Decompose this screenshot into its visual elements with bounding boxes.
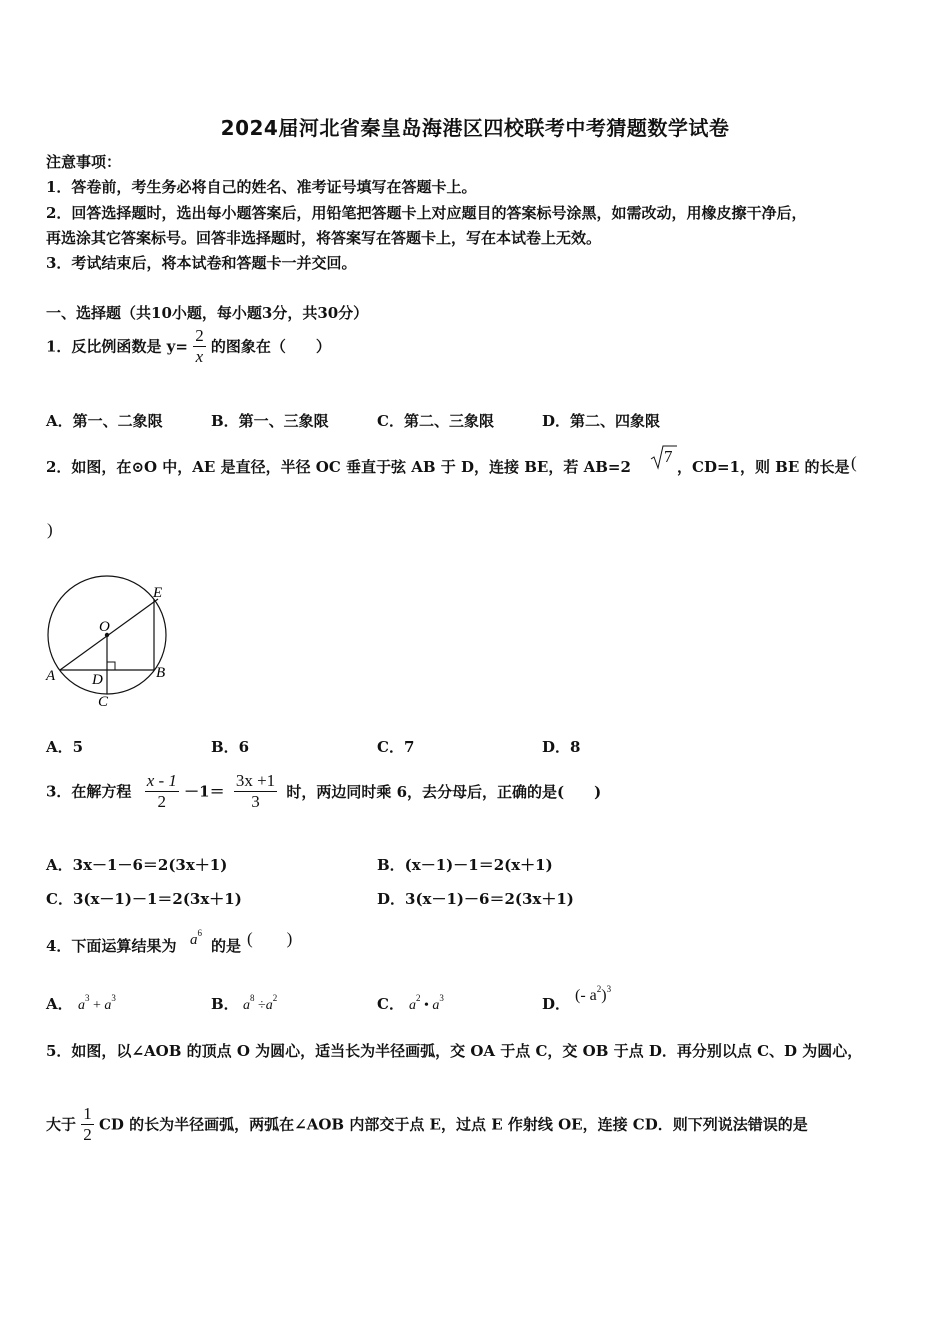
option-b: B．第一、三象限 xyxy=(211,412,329,430)
power-expression xyxy=(190,928,202,949)
operator: ÷ xyxy=(254,998,266,1013)
power-exponent: 6 xyxy=(197,928,202,938)
fraction xyxy=(81,1104,94,1145)
question-3-middle: －1＝ xyxy=(184,782,225,801)
operator: + xyxy=(89,998,105,1013)
option-c: C．第二、三象限 xyxy=(377,412,494,430)
notice-item: 2．回答选择题时，选出每小题答案后，用铅笔把答题卡上对应题目的答案标号涂黑，如需改动，用橡皮擦干净后， xyxy=(46,204,807,222)
sqrt-expression xyxy=(650,443,678,475)
operator: • xyxy=(420,998,433,1013)
fraction-numerator: 1 xyxy=(83,1104,92,1123)
close-paren: ) xyxy=(601,987,607,1004)
option-a: A．5 xyxy=(46,738,84,756)
right-angle-mark xyxy=(107,662,115,670)
exponent: 2 xyxy=(416,993,421,1003)
option-c: C．3(x－1)－1＝2(3x＋1) xyxy=(46,890,242,908)
option-d-label: D． xyxy=(542,995,571,1013)
option-d: D．第二、四象限 xyxy=(542,412,661,430)
option-c: C．7 xyxy=(377,738,415,756)
term: a xyxy=(265,998,273,1013)
exponent: 2 xyxy=(272,993,278,1003)
fraction-denominator: 2 xyxy=(83,1125,92,1144)
exponent: 2 xyxy=(596,984,602,994)
fraction-denominator: 2 xyxy=(157,792,167,811)
sqrt-value: 7 xyxy=(664,447,673,466)
notice-heading: 注意事项： xyxy=(46,153,122,171)
question-1-prefix: 1．反比例函数是 y= xyxy=(46,337,188,356)
question-4-prefix: 4．下面运算结果为 xyxy=(46,937,177,955)
label-e: E xyxy=(153,585,163,601)
fraction-denominator: 3 xyxy=(251,792,260,811)
label-o: O xyxy=(99,619,110,635)
question-1-suffix: 的图象在（ ） xyxy=(210,337,331,356)
label-a: A xyxy=(46,668,56,684)
question-5-suffix: CD 的长为半径画弧，两弧在∠AOB 内部交于点 E，过点 E 作射线 OE，连接 CD．则下列说法错误的是 xyxy=(98,1115,808,1134)
fraction xyxy=(234,771,277,812)
circle-figure xyxy=(36,570,176,715)
fraction-numerator: 2 xyxy=(195,326,204,345)
term: a xyxy=(78,998,85,1013)
question-2-prefix: 2．如图，在⊙O 中，AE 是直径，半径 OC 垂直于弦 AB 于 D，连接 BE，若 AB=2 xyxy=(46,458,631,476)
label-d: D xyxy=(92,672,103,688)
fraction-numerator: x - 1 xyxy=(146,771,177,790)
option-d: D．8 xyxy=(542,738,581,756)
fraction xyxy=(193,326,206,367)
term: a xyxy=(243,998,250,1013)
exponent: 3 xyxy=(606,984,612,994)
option-b: B．(x－1)－1＝2(x＋1) xyxy=(377,856,553,874)
option-b-label: B． xyxy=(211,995,239,1013)
answer-paren: ( ) xyxy=(247,929,293,948)
notice-item: 1．答卷前，考生务必将自己的姓名、准考证号填写在答题卡上。 xyxy=(46,178,477,196)
fraction-denominator: x xyxy=(195,347,204,366)
fraction xyxy=(145,771,179,812)
question-5-line1: 5．如图，以∠AOB 的顶点 O 为圆心，适当长为半径画弧，交 OA 于点 C，交 OB 于点 D．再分别以点 C、D 为圆心， xyxy=(46,1042,863,1060)
option-a: A．3x－1－6＝2(3x＋1) xyxy=(46,856,228,874)
option-a-expression xyxy=(78,993,116,1014)
option-c-expression xyxy=(409,993,444,1014)
term: a xyxy=(104,998,112,1013)
section-heading: 一、选择题（共10小题，每小题3分，共30分） xyxy=(46,304,369,322)
fraction-numerator: 3x +1 xyxy=(235,771,276,790)
exponent: 3 xyxy=(439,993,444,1003)
page-title: 2024届河北省秦皇岛海港区四校联考中考猜题数学试卷 xyxy=(220,116,730,140)
option-d: D．3(x－1)－6＝2(3x＋1) xyxy=(377,890,574,908)
exponent: 3 xyxy=(85,993,90,1003)
notice-item: 再选涂其它答案标号。回答非选择题时，将答案写在答题卡上，写在本试卷上无效。 xyxy=(46,229,602,247)
option-c-label: C． xyxy=(377,995,404,1013)
term: a xyxy=(409,998,416,1013)
label-b: B xyxy=(156,665,166,681)
option-b-expression xyxy=(243,993,277,1014)
option-a: A．第一、二象限 xyxy=(46,412,163,430)
option-a-label: A． xyxy=(46,995,73,1013)
exponent: 8 xyxy=(250,993,255,1003)
question-2-suffix: ，CD=1，则 BE 的长是 xyxy=(677,458,850,476)
power-base: a xyxy=(190,932,198,948)
question-5-line2 xyxy=(46,1104,808,1145)
option-b: B．6 xyxy=(211,738,250,756)
label-c: C xyxy=(98,694,109,710)
term: a xyxy=(432,998,440,1013)
term: (- a xyxy=(575,987,597,1004)
option-d-expression xyxy=(575,984,611,1005)
close-paren: ) xyxy=(47,520,53,539)
question-3-suffix: 时，两边同时乘 6，去分母后，正确的是( ) xyxy=(286,782,602,801)
open-paren: ( xyxy=(851,453,857,472)
exponent: 3 xyxy=(111,993,116,1003)
question-3-prefix: 3．在解方程 xyxy=(46,782,132,801)
question-3 xyxy=(46,771,601,812)
question-1 xyxy=(46,326,331,367)
question-4-suffix: 的是 xyxy=(211,937,242,955)
notice-item: 3．考试结束后，将本试卷和答题卡一并交回。 xyxy=(46,254,357,272)
question-5-prefix: 大于 xyxy=(46,1115,77,1134)
